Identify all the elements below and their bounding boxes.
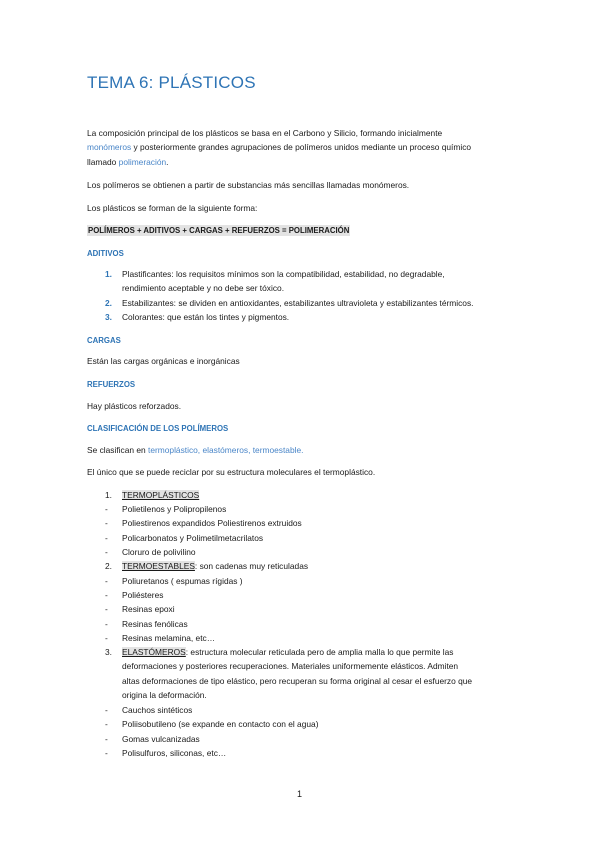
termoestables-desc: : son cadenas muy reticuladas: [194, 561, 309, 571]
elastomeros-desc-4: origina la deformación.: [122, 690, 207, 700]
clasificacion-line-1: [87, 445, 303, 456]
dash-bullet: -: [105, 719, 108, 729]
intro-line-2: [87, 142, 471, 153]
termoplasticos-heading: [122, 490, 199, 501]
refuerzos-text: Hay plásticos reforzados.: [87, 401, 182, 411]
clasificacion-heading: CLASIFICACIÓN DE LOS POLÍMEROS: [87, 424, 229, 433]
termoestables-heading: [122, 561, 308, 572]
dash-bullet: -: [105, 734, 108, 744]
aditivos-item-1-line-1: Plastificantes: los requisitos mínimos son la compatibilidad, estabilidad, no degradable,: [122, 269, 445, 279]
intro-line-3-pre: llamado: [87, 157, 119, 167]
aditivos-heading: ADITIVOS: [87, 249, 124, 258]
dash-bullet: -: [105, 533, 108, 543]
aditivos-item-1-line-2: rendimiento aceptable y no debe ser tóxico.: [122, 283, 285, 293]
dash-bullet: -: [105, 604, 108, 614]
termoestables-item: Resinas fenólicas: [122, 619, 188, 629]
termoestables-label: TERMOESTABLES: [122, 561, 195, 571]
dash-bullet: -: [105, 547, 108, 557]
termoestables-item: Poliésteres: [122, 590, 164, 600]
intro-line-2-text: y posteriormente grandes agrupaciones de polímeros unidos mediante un proceso químico: [131, 142, 472, 152]
aditivos-item-3-line-1: Colorantes: que están los tintes y pigmentos.: [122, 312, 290, 322]
intro-line-3: [87, 157, 168, 168]
dash-bullet: -: [105, 748, 108, 758]
forma-paragraph: Los plásticos se forman de la siguiente forma:: [87, 203, 258, 213]
cargas-text: Están las cargas orgánicas e inorgánicas: [87, 356, 240, 366]
elastomeros-number: 3.: [105, 647, 112, 657]
termoplasticos-item: Cloruro de polivilino: [122, 547, 196, 557]
termoplasticos-number: 1.: [105, 490, 112, 500]
cargas-heading: CARGAS: [87, 336, 121, 345]
aditivos-item-3-number: 3.: [105, 312, 112, 322]
termoestables-item: Resinas epoxi: [122, 604, 175, 614]
termoplasticos-item: Poliestirenos expandidos Poliestirenos extruidos: [122, 518, 302, 528]
dash-bullet: -: [105, 705, 108, 715]
elastomeros-item: Gomas vulcanizadas: [122, 734, 200, 744]
dash-bullet: -: [105, 619, 108, 629]
elastomeros-heading: [122, 647, 453, 658]
termoestables-item: Poliuretanos ( espumas rígidas ): [122, 576, 243, 586]
intro-line-3-post: .: [166, 157, 169, 167]
aditivos-item-2-number: 2.: [105, 298, 112, 308]
dash-bullet: -: [105, 576, 108, 586]
polimeros-paragraph: Los polímeros se obtienen a partir de substancias más sencillas llamadas monómeros.: [87, 180, 410, 190]
elastomeros-item: Poliisobutileno (se expande en contacto con el agua): [122, 719, 319, 729]
aditivos-item-1-number: 1.: [105, 269, 112, 279]
document-title: TEMA 6: PLÁSTICOS: [87, 73, 256, 92]
elastomeros-item: Polisulfuros, siliconas, etc…: [122, 748, 227, 758]
aditivos-item-2-line-1: Estabilizantes: se dividen en antioxidantes, estabilizantes ultravioleta y estabilizantes térmicos.: [122, 298, 474, 308]
clasificacion-types: termoplástico, elastómeros, termoestable.: [148, 445, 304, 455]
dash-bullet: -: [105, 518, 108, 528]
termoplasticos-item: Polietilenos y Polipropilenos: [122, 504, 227, 514]
clasificacion-line-1-pre: Se clasifican en: [87, 445, 148, 455]
intro-line-1: La composición principal de los plásticos se basa en el Carbono y Silicio, formando inicialmente: [87, 128, 443, 138]
termoestables-number: 2.: [105, 561, 112, 571]
dash-bullet: -: [105, 590, 108, 600]
refuerzos-heading: REFUERZOS: [87, 380, 136, 389]
elastomeros-desc-1: : estructura molecular reticulada pero de amplia malla lo que permite las: [185, 647, 454, 657]
elastomeros-desc-2: deformaciones y posteriores recuperaciones. Materiales uniformemente elásticos. Admiten: [122, 661, 459, 671]
monomeros-term: monómeros: [87, 142, 132, 152]
formula-line: [87, 225, 350, 236]
elastomeros-label: ELASTÓMEROS: [122, 647, 186, 657]
termoplasticos-item: Policarbonatos y Polimetilmetacrilatos: [122, 533, 264, 543]
dash-bullet: -: [105, 504, 108, 514]
termoestables-item: Resinas melamina, etc…: [122, 633, 216, 643]
polimeracion-term: polimeración: [118, 157, 167, 167]
elastomeros-desc-3: altas deformaciones de tipo elástico, pero recuperan su forma original al cesar el esfuerzo que: [122, 676, 473, 686]
page-number: 1: [297, 789, 303, 799]
clasificacion-line-2: El único que se puede reciclar por su estructura moleculares el termoplástico.: [87, 467, 376, 477]
elastomeros-item: Cauchos sintéticos: [122, 705, 193, 715]
termoplasticos-label: TERMOPLÁSTICOS: [122, 490, 200, 500]
formula-text: POLÍMEROS + ADITIVOS + CARGAS + REFUERZOS = POLIMERACIÓN: [88, 226, 350, 235]
dash-bullet: -: [105, 633, 108, 643]
